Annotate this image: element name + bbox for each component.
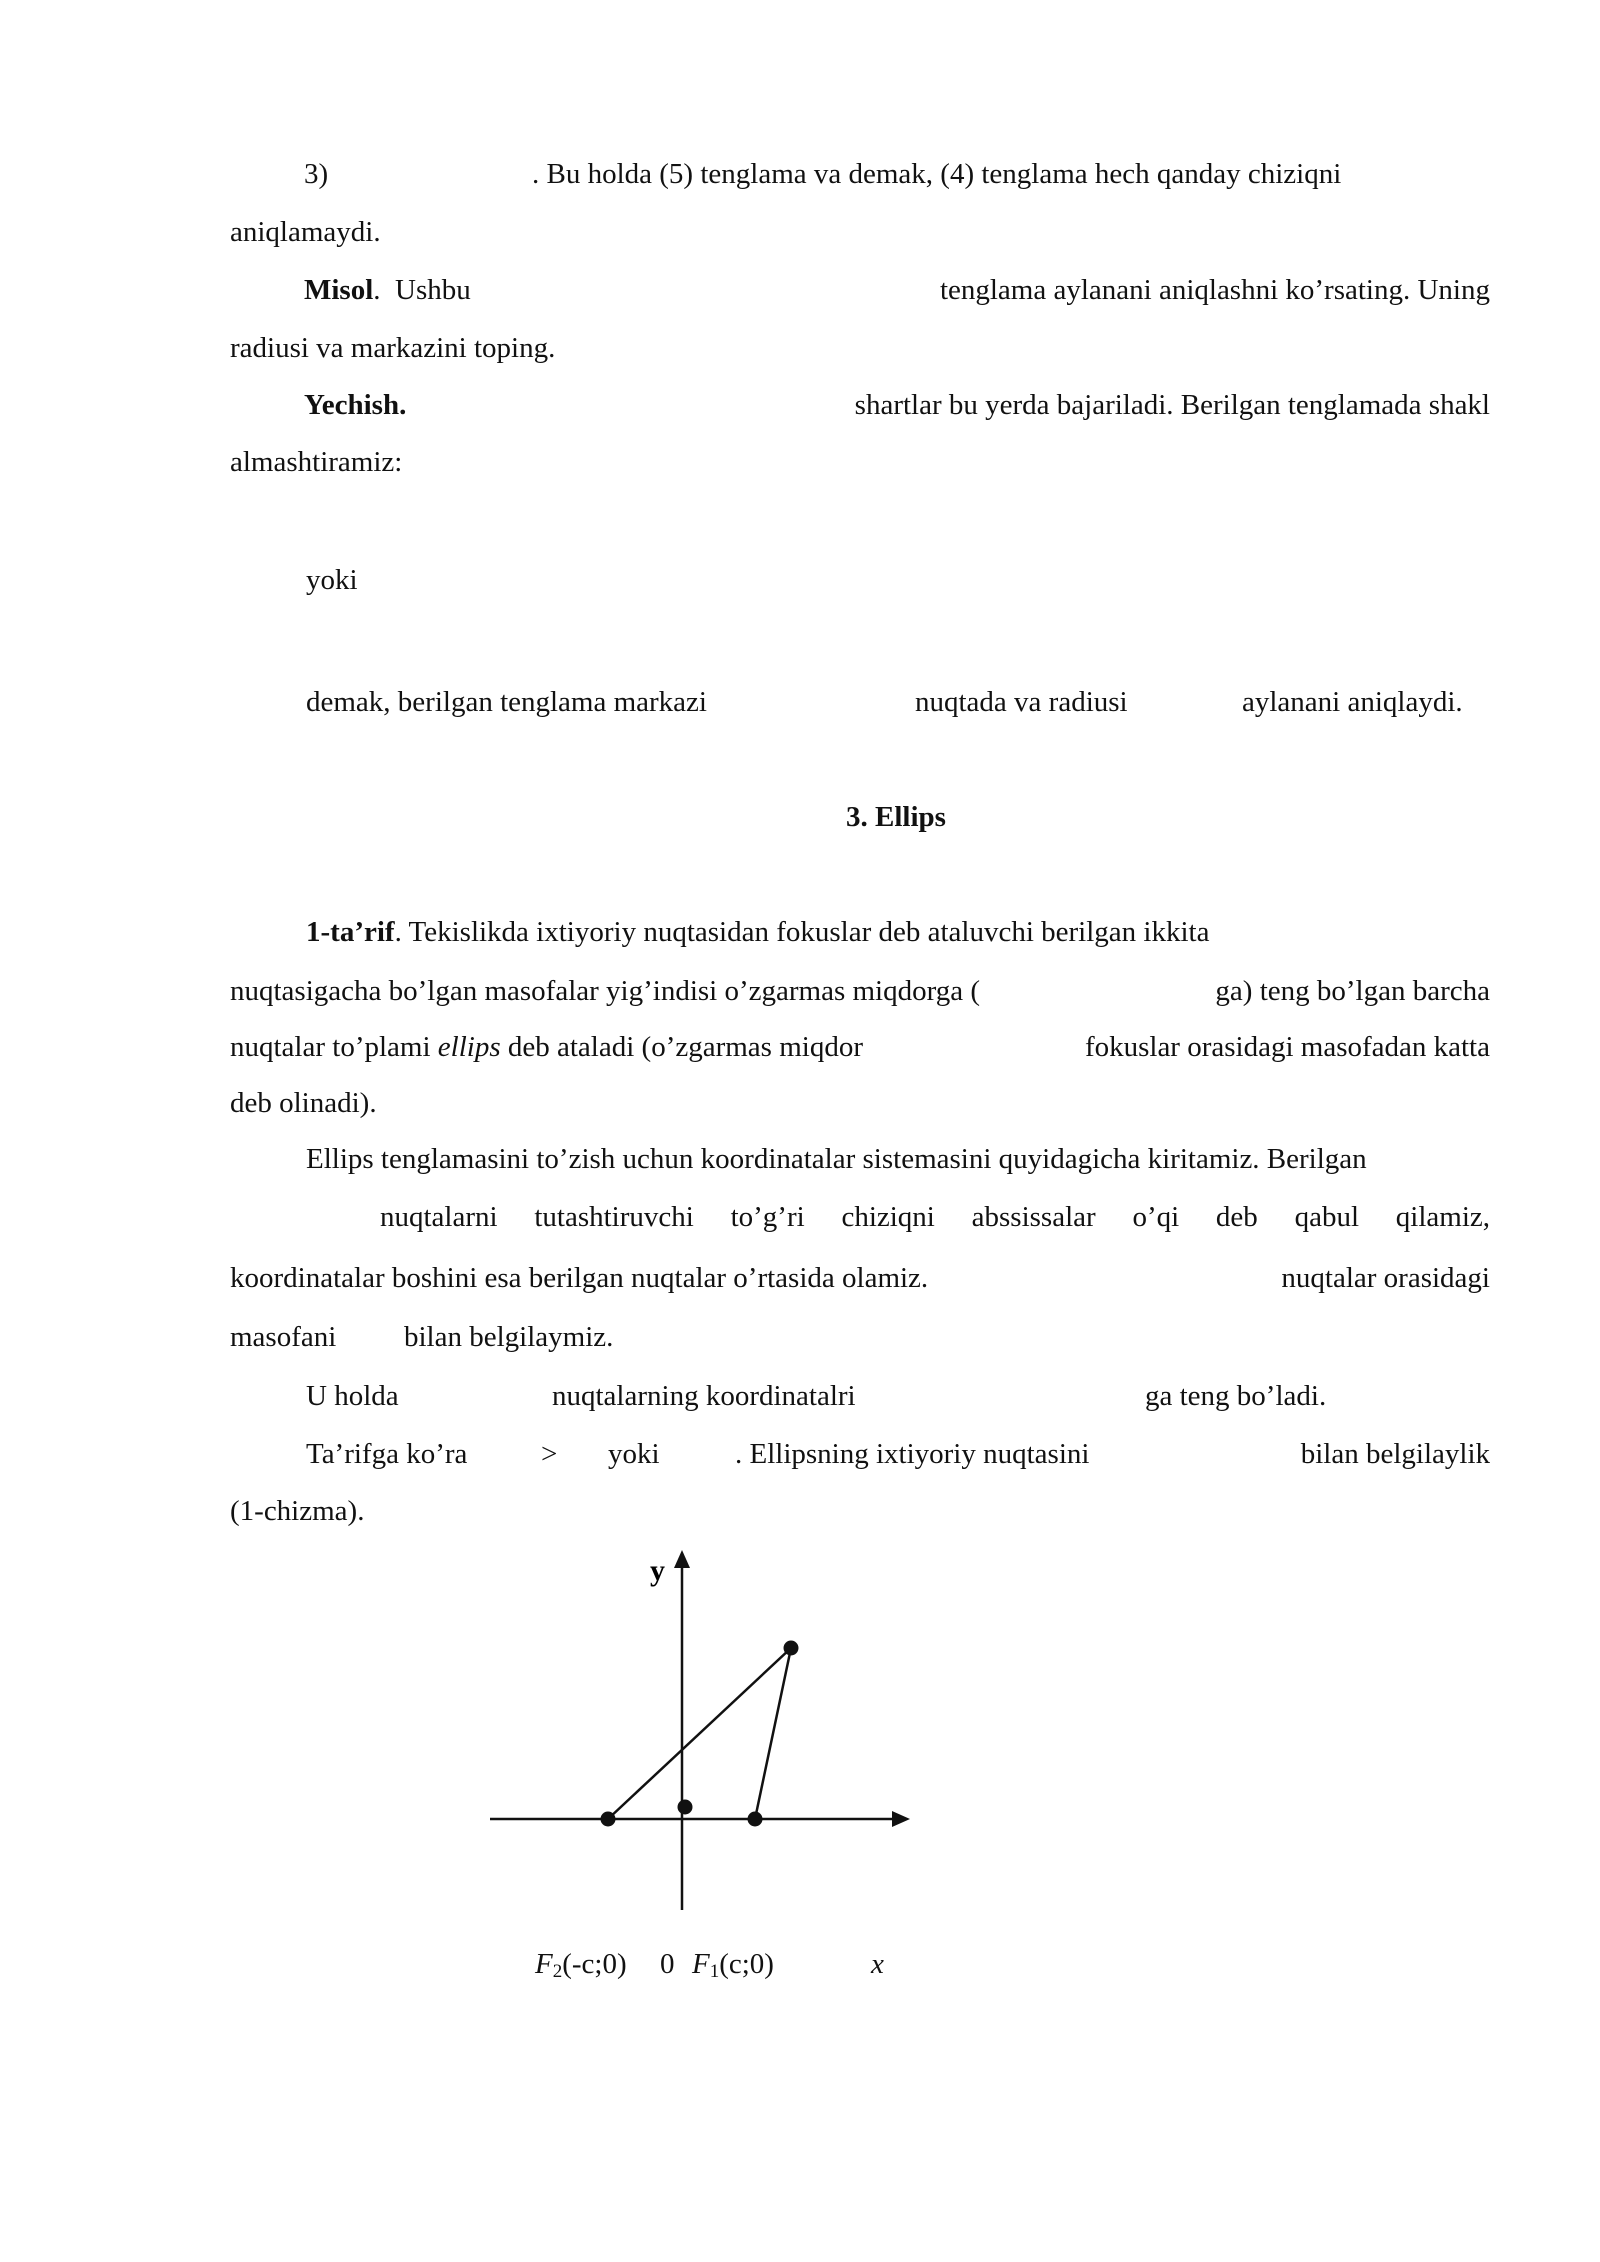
definition-line-2b: ga) teng bo’lgan barcha bbox=[1215, 975, 1490, 1007]
definition-line-2a: nuqtasigacha bo’lgan masofalar yig’indisi o’zgarmas miqdorga ( bbox=[230, 975, 981, 1007]
case-text bbox=[532, 160, 1490, 189]
thus-c: ga teng bo’ladi. bbox=[1145, 1380, 1327, 1412]
f2-subscript: 2 bbox=[552, 1961, 563, 1982]
example-label: Misol bbox=[304, 274, 374, 306]
conclusion-b: nuqtada va radiusi bbox=[915, 686, 1128, 718]
by-definition-b: . Ellipsning ixtiyoriy nuqtasini bbox=[735, 1438, 1090, 1470]
ellipse-para-line-3a: koordinatalar boshini esa berilgan nuqtalar o’rtasida olamiz. bbox=[230, 1262, 929, 1294]
definition-label: 1-ta’rif bbox=[306, 916, 395, 948]
f1-subscript: 1 bbox=[709, 1961, 720, 1982]
definition-text: . Tekislikda ixtiyoriy nuqtasidan fokuslar deb ataluvchi berilgan ikkita bbox=[394, 916, 1210, 948]
definition-term: ellips bbox=[437, 1031, 501, 1063]
conclusion-c: aylanani aniqlaydi. bbox=[1242, 686, 1463, 718]
focus-f2-point bbox=[601, 1812, 616, 1827]
x-axis-label: x bbox=[871, 1948, 884, 1980]
ellipse-point-m bbox=[784, 1641, 799, 1656]
case-text-cont: aniqlamaydi. bbox=[230, 216, 381, 248]
ellipse-para-line-3b: nuqtalar orasidagi bbox=[1281, 1262, 1490, 1294]
ellipse-foci-figure bbox=[480, 1540, 920, 1960]
solution-label: Yechish. bbox=[304, 389, 407, 421]
greater-sign: > bbox=[541, 1438, 558, 1470]
origin-label: 0 bbox=[660, 1948, 675, 1980]
focus-f1-label bbox=[692, 1950, 774, 1981]
or-word: yoki bbox=[306, 564, 358, 596]
origin-point bbox=[678, 1800, 693, 1815]
ellipse-para-line-4a: masofani bbox=[230, 1321, 337, 1353]
section-title: 3. Ellips bbox=[846, 801, 946, 833]
f1-coordinates: (c;0) bbox=[719, 1948, 774, 1980]
by-definition-c: bilan belgilaylik bbox=[1300, 1438, 1490, 1470]
solution-text: shartlar bu yerda bajariladi. Berilgan tenglamada shakl bbox=[854, 389, 1490, 421]
definition-line-3-start: nuqtalar to’plami bbox=[230, 1031, 431, 1063]
by-definition-a: Ta’rifga ko’ra bbox=[306, 1438, 468, 1470]
case-text-line: . Bu holda (5) tenglama va demak, (4) tenglama hech qanday chiziqni bbox=[532, 158, 1342, 190]
f1-letter: F bbox=[692, 1948, 710, 1980]
definition-line-1 bbox=[306, 918, 1209, 947]
ellipse-para-line-2: nuqtalarni tutashtiruvchi to’g’ri chiziqni abssissalar o’qi deb qabul qilamiz, bbox=[380, 1201, 1490, 1233]
definition-line-3a bbox=[230, 1033, 863, 1062]
f2-coordinates: (-c;0) bbox=[562, 1948, 627, 1980]
ellipse-para-line-1: Ellips tenglamasini to’zish uchun koordinatalar sistemasini quyidagicha kiritamiz. Berilgan bbox=[306, 1143, 1367, 1175]
example-dot: . bbox=[373, 274, 381, 306]
x-axis-arrow-icon bbox=[892, 1811, 910, 1827]
ellipse-para-line-4b: bilan belgilaymiz. bbox=[404, 1321, 614, 1353]
segment-f1-m bbox=[755, 1648, 791, 1819]
y-axis-arrow-icon bbox=[674, 1550, 690, 1568]
example-word: Ushbu bbox=[395, 274, 471, 306]
definition-line-4: deb olinadi). bbox=[230, 1087, 377, 1119]
segment-f2-m bbox=[608, 1648, 791, 1819]
definition-line-3c: fokuslar orasidagi masofadan katta bbox=[1084, 1031, 1490, 1063]
conclusion-a: demak, berilgan tenglama markazi bbox=[306, 686, 707, 718]
by-definition-or: yoki bbox=[608, 1438, 660, 1470]
thus-b: nuqtalarning koordinatalri bbox=[552, 1380, 856, 1412]
example-text: tenglama aylanani aniqlashni ko’rsating. Uning bbox=[939, 274, 1490, 306]
example-heading bbox=[304, 276, 471, 305]
example-text-cont: radiusi va markazini toping. bbox=[230, 332, 556, 364]
y-axis-label: y bbox=[650, 1554, 665, 1587]
case-number: 3) bbox=[304, 158, 329, 190]
focus-f2-label bbox=[535, 1950, 627, 1981]
focus-f1-point bbox=[748, 1812, 763, 1827]
by-definition-line-2: (1-chizma). bbox=[230, 1495, 365, 1527]
solution-text-cont: almashtiramiz: bbox=[230, 446, 403, 478]
thus-a: U holda bbox=[306, 1380, 399, 1412]
f2-letter: F bbox=[535, 1948, 553, 1980]
definition-line-3-mid: deb ataladi (o’zgarmas miqdor bbox=[507, 1031, 863, 1063]
